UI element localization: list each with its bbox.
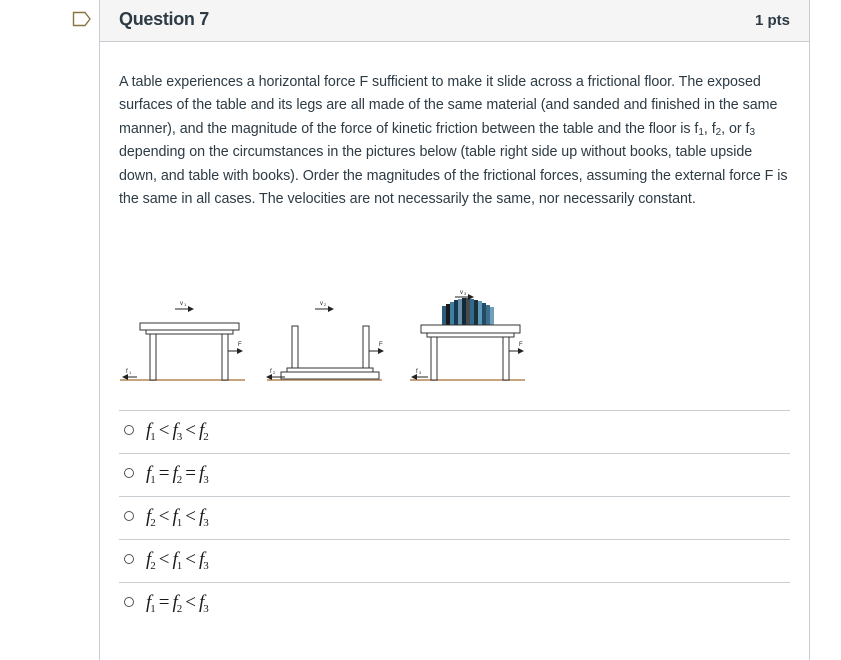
question-header [100,0,809,42]
panel-table-right-side-up [120,301,245,380]
answer-formula[interactable]: $f_1 = f_2 = f_3$ [146,463,209,486]
svg-text:2: 2 [324,302,327,307]
svg-text:f: f [416,369,418,375]
panel-table-upside-down [267,301,383,380]
answer-option[interactable] [119,582,790,625]
svg-text:3: 3 [419,370,422,375]
svg-text:1: 1 [129,370,132,375]
answer-option[interactable] [119,453,790,496]
answer-formula[interactable]: $f_2 < f_1 < f_3$ [146,549,209,572]
radio-button[interactable] [124,597,134,607]
books-icon [442,298,494,326]
svg-text:3: 3 [464,291,467,296]
svg-text:1: 1 [184,302,187,307]
question-points: 1 pts [754,12,790,29]
question-text: A table experiences a horizontal force F sufficient to make it slide across a frictional floor. The exposed surfaces of the table and its legs are all made of the same material (and sanded and finished in the same manner), and the magnitude of the force of kinetic friction between the table and the floor is $f_1$, $f_2$, or $f_3$ depending on the circumstances in the pictures below (table right side up without books, table upside down, and table with books). Order the magnitudes of the frictional forces, assuming the external force F is the same in all cases. The velocities are not necessarily the same, nor necessarily constant. [119,74,788,208]
svg-text:v: v [320,301,323,307]
radio-button[interactable] [124,511,134,521]
question-card [99,0,810,660]
svg-text:2: 2 [273,370,276,375]
answer-formula[interactable]: $f_1 = f_2 < f_3$ [146,592,209,615]
answer-option[interactable] [119,539,790,582]
radio-button[interactable] [124,554,134,564]
svg-text:F: F [519,342,523,348]
answer-list [119,410,790,625]
answer-formula[interactable]: $f_2 < f_1 < f_3$ [146,506,209,529]
svg-text:v: v [180,301,183,307]
bookmark-flag-icon[interactable] [72,11,92,27]
answer-option[interactable] [119,410,790,453]
radio-button[interactable] [124,468,134,478]
answer-option[interactable] [119,496,790,539]
svg-text:v: v [460,290,463,296]
friction-tables-figure [120,283,550,388]
svg-text:f: f [126,369,128,375]
question-title: Question 7 [119,9,210,29]
answer-formula[interactable]: $f_1 < f_3 < f_2$ [146,420,209,443]
panel-table-with-books [410,290,525,380]
radio-button[interactable] [124,425,134,435]
svg-text:f: f [270,369,272,375]
svg-text:F: F [238,342,242,348]
svg-text:F: F [379,342,383,348]
